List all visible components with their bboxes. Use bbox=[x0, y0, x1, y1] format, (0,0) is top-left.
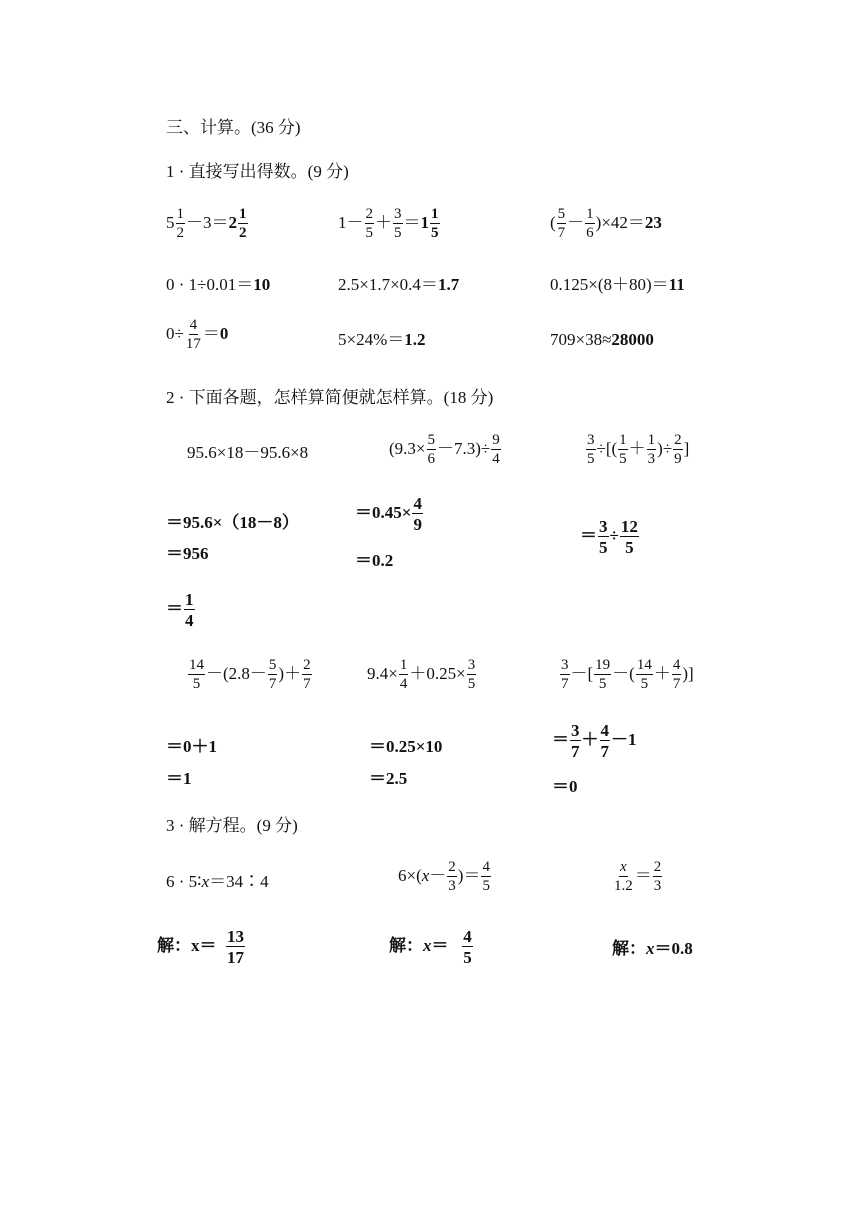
q2-p2-question: (9.3× $\frac{5}{6}$ －7.3)÷ $\frac{9}{4}$ bbox=[389, 432, 500, 467]
q2-p5-question: 9.4× $\frac{1}{4}$ ＋0.25× $\frac{3}{5}$ bbox=[367, 657, 476, 692]
q2-p1-step3: ＝ $\frac{1}{4}$ bbox=[166, 590, 194, 630]
q1-r3-c bbox=[550, 331, 654, 348]
q3-e3-solution: 解：x＝0.8 bbox=[612, 939, 693, 958]
q2-p5-step2: ＝2.5 bbox=[369, 769, 408, 788]
q3-e2: 6×(x－ $\frac{2}{3}$ )＝ $\frac{4}{5}$ bbox=[398, 859, 490, 894]
q2-p6-question: $\frac{3}{7}$ －[ $\frac{19}{5}$ －( $\frac{14}{5}$ ＋ $\frac{4}{7}$ )] bbox=[561, 657, 694, 692]
op: ＝ bbox=[202, 323, 220, 343]
answer: 1 $\frac{1}{5}$ bbox=[420, 206, 439, 241]
q1-r2-c bbox=[550, 276, 685, 293]
mixed-whole: 5 bbox=[166, 212, 175, 232]
fraction: $\frac{3}{5}$ bbox=[394, 206, 402, 241]
q2-p3-question: $\frac{3}{5}$ ÷[( $\frac{1}{5}$ ＋ $\frac{1}{3}$ )÷ $\frac{2}{9}$ ] bbox=[587, 432, 690, 467]
fraction: $\frac{2}{5}$ bbox=[365, 206, 373, 241]
section-title: 三、计算。(36 分) bbox=[166, 118, 301, 137]
q1-title: 1 · 直接写出得数。(9 分) bbox=[166, 162, 349, 181]
fraction: $\frac{5}{7}$ bbox=[557, 206, 566, 241]
answer: 10 bbox=[253, 275, 271, 294]
q2-p2-step1: ＝0.45× $\frac{4}{9}$ bbox=[355, 494, 422, 534]
q2-p1-step1: ＝95.6×（18－8） bbox=[166, 513, 299, 532]
q2-title: 2 · 下面各题，怎样算简便就怎样算。(18 分) bbox=[166, 388, 494, 407]
question: 0 · 1÷0.01＝ bbox=[166, 275, 254, 294]
op: ＋ bbox=[375, 212, 392, 232]
question: 0.125×(8＋80)＝ bbox=[550, 275, 669, 294]
q2-p6-step1: ＝ $\frac{3}{7}$ ＋ $\frac{4}{7}$ －1 bbox=[552, 721, 637, 761]
answer: 28000 bbox=[611, 330, 654, 349]
fraction: $\frac{1}{2}$ bbox=[176, 206, 184, 241]
q1-r3-a bbox=[166, 318, 228, 352]
op: －3＝ bbox=[186, 212, 229, 232]
op: ＝ bbox=[403, 212, 421, 232]
q3-e1-solution: 解：x＝ $\frac{13}{17}$ bbox=[157, 927, 244, 967]
q3-e3: $\frac{x}{1.2}$ ＝ $\frac{2}{3}$ bbox=[614, 859, 662, 894]
q1-r3-b bbox=[338, 331, 426, 348]
q2-p4-step1: ＝0＋1 bbox=[166, 737, 217, 756]
q2-p6-step2: ＝0 bbox=[552, 777, 578, 796]
op: － bbox=[567, 212, 585, 232]
question: 5×24%＝ bbox=[338, 330, 405, 349]
answer: 11 bbox=[668, 275, 685, 294]
answer: 2 $\frac{1}{2}$ bbox=[228, 206, 247, 241]
q2-p2-step2: ＝0.2 bbox=[355, 551, 394, 570]
q1-r2-a bbox=[166, 276, 270, 293]
q1-r2-b bbox=[338, 276, 459, 293]
q2-p1-question: 95.6×18－95.6×8 bbox=[187, 443, 309, 462]
question: 2.5×1.7×0.4＝ bbox=[338, 275, 438, 294]
answer: 0 bbox=[219, 323, 229, 343]
q1-r1-c bbox=[550, 207, 662, 241]
op: 1－ bbox=[338, 212, 364, 232]
q1-r1-b bbox=[338, 207, 441, 241]
q2-p4-step2: ＝1 bbox=[166, 769, 192, 788]
q2-p5-step1: ＝0.25×10 bbox=[369, 737, 443, 756]
question: 709×38≈ bbox=[550, 330, 612, 349]
answer: 1.2 bbox=[404, 330, 426, 349]
q3-e2-solution: 解：x＝ $\frac{4}{5}$ bbox=[389, 927, 472, 967]
op: 0÷ bbox=[166, 323, 184, 343]
answer: 23 bbox=[644, 212, 662, 232]
answer: 1.7 bbox=[437, 275, 460, 294]
q2-p4-question: $\frac{14}{5}$ －(2.8－ $\frac{5}{7}$ )＋ $\frac{2}{7}$ bbox=[189, 657, 311, 692]
q3-e1: 6 · 5∶x＝34∶4 bbox=[166, 872, 269, 891]
op: )×42＝ bbox=[595, 212, 645, 232]
q2-p3-step1: ＝ $\frac{3}{5}$ ÷ $\frac{12}{5}$ bbox=[580, 517, 638, 557]
q1-r1-a bbox=[166, 207, 249, 241]
q3-title: 3 · 解方程。(9 分) bbox=[166, 816, 298, 835]
op: ( bbox=[550, 212, 556, 232]
fraction: $\frac{1}{6}$ bbox=[586, 206, 594, 241]
fraction: $\frac{4}{17}$ bbox=[185, 317, 201, 352]
q2-p1-step2: ＝956 bbox=[166, 544, 209, 563]
